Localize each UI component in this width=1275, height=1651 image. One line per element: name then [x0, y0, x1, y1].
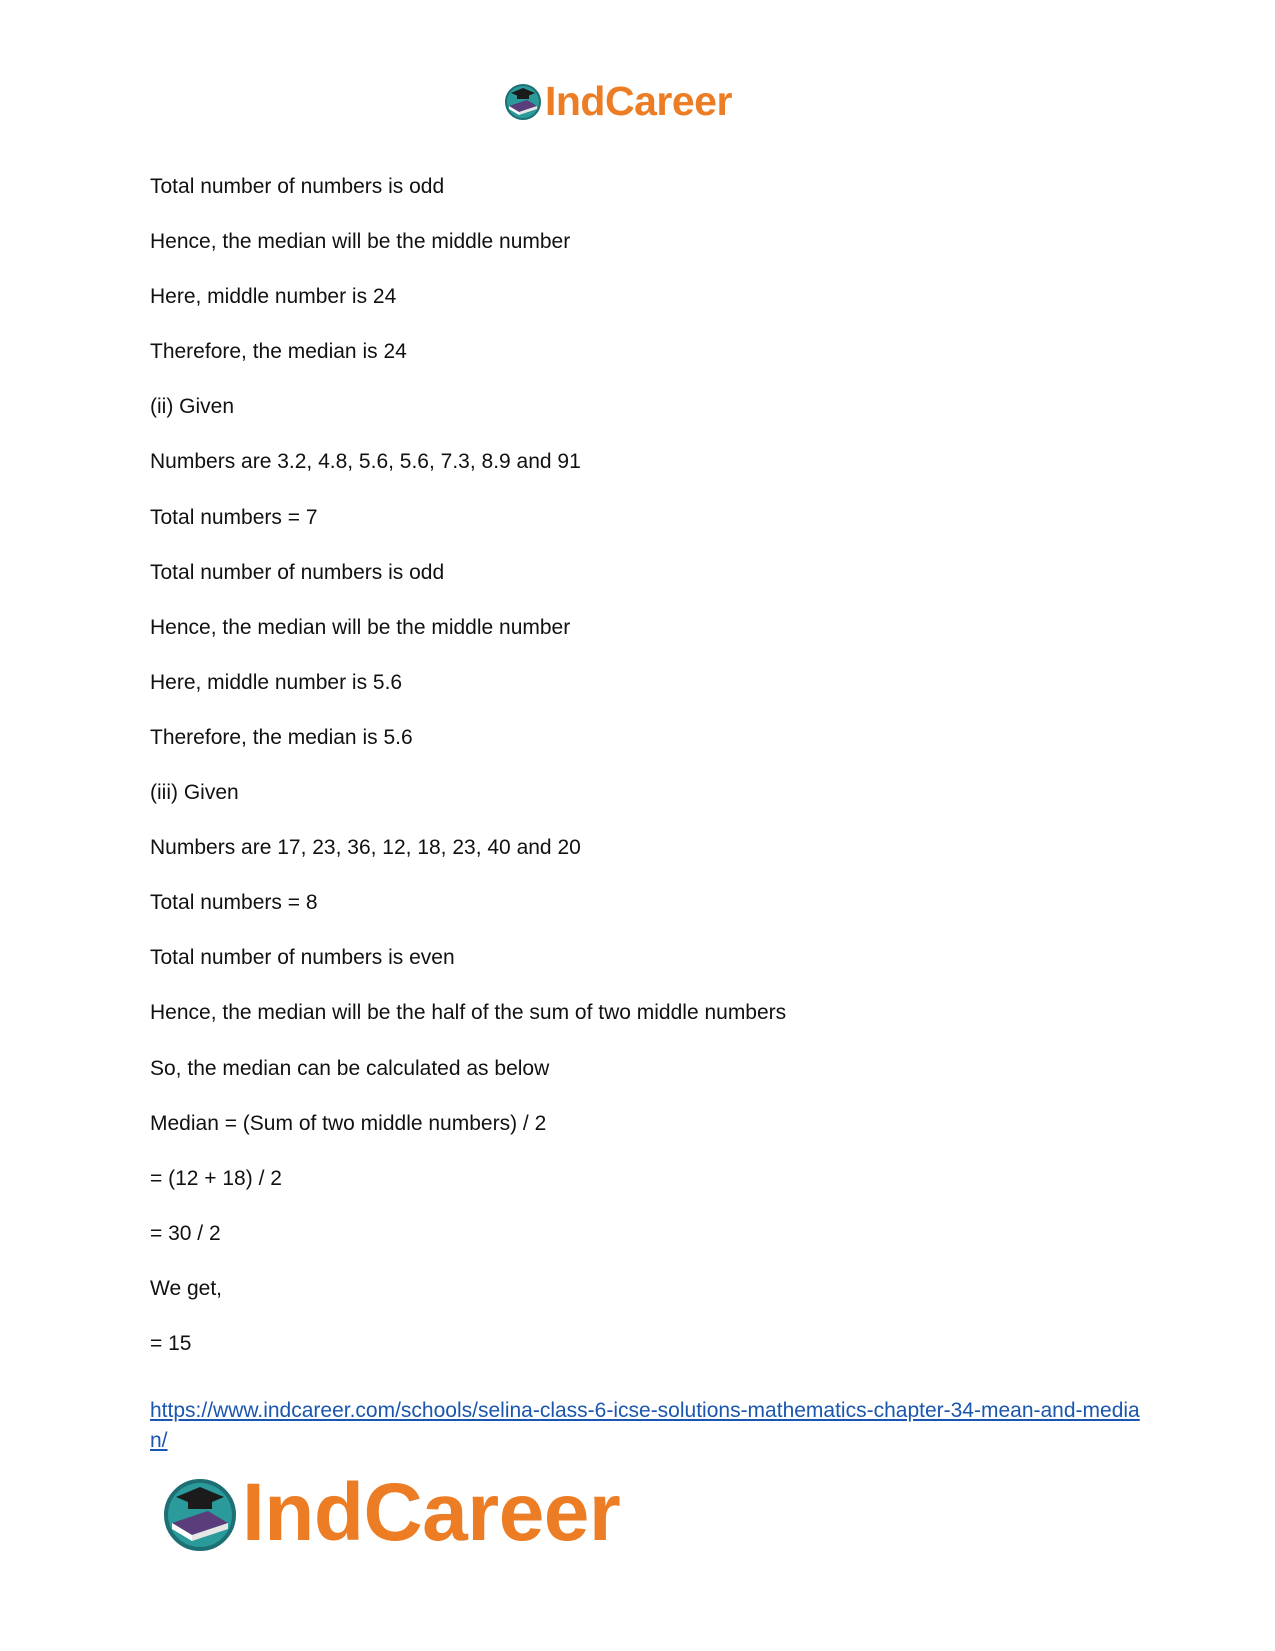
graduation-book-globe-icon — [503, 81, 543, 121]
text-line: = 30 / 2 — [150, 1221, 221, 1245]
text-line: We get, — [150, 1276, 222, 1300]
footer-logo — [160, 1467, 621, 1558]
text-line: Numbers are 3.2, 4.8, 5.6, 5.6, 7.3, 8.9 and 91 — [150, 450, 581, 474]
header-logo-text: IndCareer — [545, 77, 732, 124]
document-body — [150, 172, 1140, 1384]
text-line: Total number of numbers is odd — [150, 175, 445, 198]
header-logo — [503, 78, 732, 124]
text-line: Total numbers = 8 — [150, 891, 318, 915]
text-line: Therefore, the median is 24 — [150, 340, 407, 364]
text-line: Here, middle number is 5.6 — [150, 670, 403, 694]
text-line: Hence, the median will be the middle number — [150, 230, 571, 254]
graduation-book-globe-icon — [160, 1473, 240, 1553]
text-line: Total number of numbers is even — [150, 946, 455, 970]
section-heading: (ii) Given — [150, 395, 235, 419]
text-line: Here, middle number is 24 — [150, 285, 397, 309]
text-line: Hence, the median will be the half of the sum of two middle numbers — [150, 1001, 787, 1025]
footer-logo-text: IndCareer — [242, 1467, 621, 1558]
text-line: Total numbers = 7 — [150, 505, 318, 529]
text-line: Total number of numbers is odd — [150, 560, 445, 584]
text-line: Median = (Sum of two middle numbers) / 2 — [150, 1111, 547, 1135]
section-heading: (iii) Given — [150, 781, 239, 805]
text-line: = 15 — [150, 1331, 192, 1355]
text-line: So, the median can be calculated as below — [150, 1056, 550, 1080]
text-line: Numbers are 17, 23, 36, 12, 18, 23, 40 and 20 — [150, 836, 581, 860]
text-line: Hence, the median will be the middle number — [150, 615, 571, 639]
text-line: Therefore, the median is 5.6 — [150, 725, 413, 749]
source-link[interactable]: https://www.indcareer.com/schools/selina-class-6-icse-solutions-mathematics-chapter-34-mean-and-median/ — [150, 1399, 1140, 1452]
text-line: = (12 + 18) / 2 — [150, 1166, 282, 1190]
